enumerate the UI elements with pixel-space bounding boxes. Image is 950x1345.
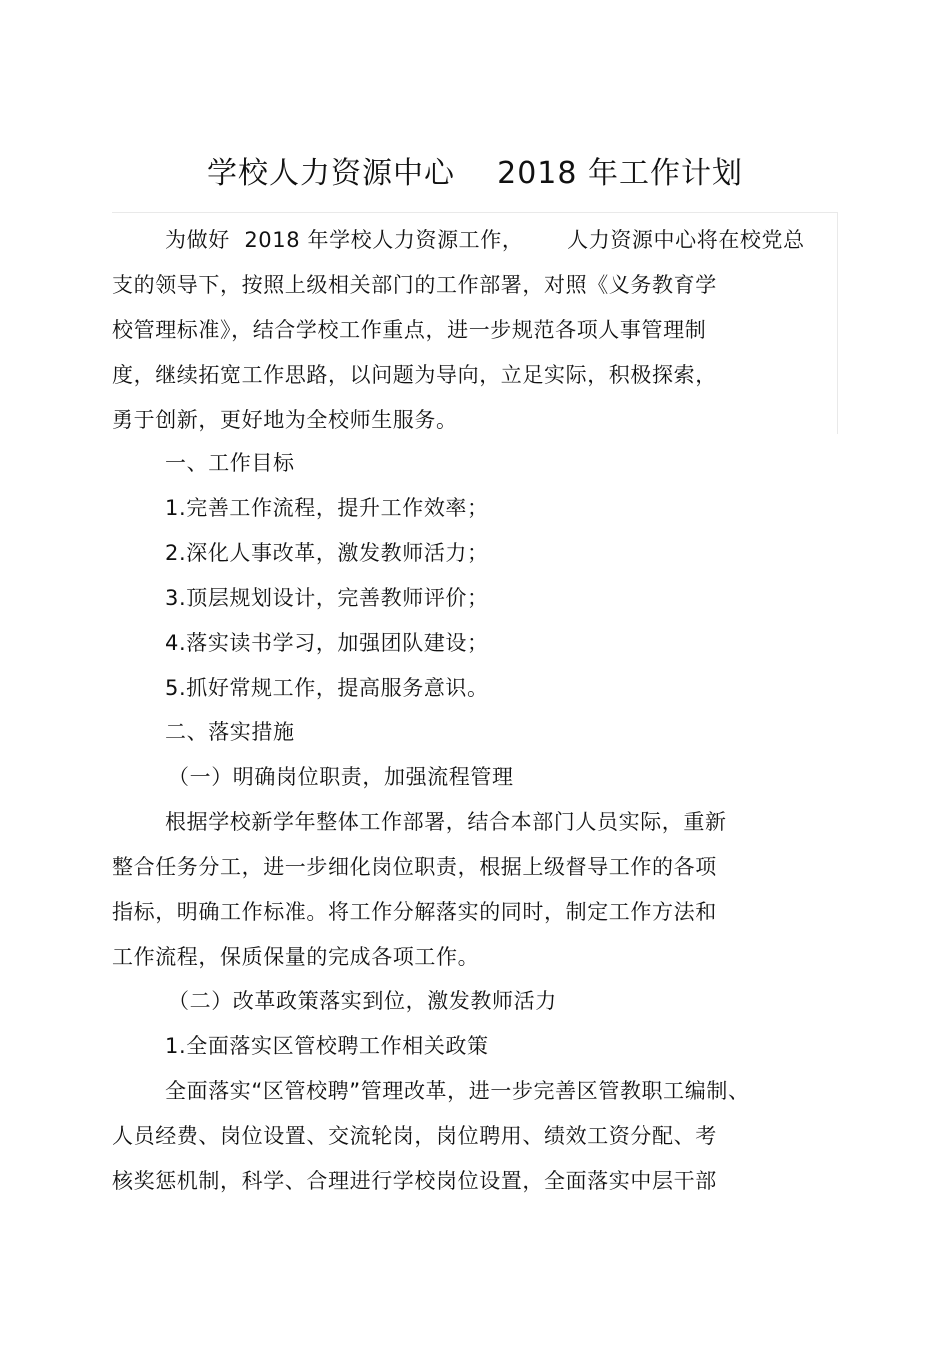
list-item: 2.深化人事改革，激发教师活力；	[165, 541, 489, 565]
frame-right-border	[837, 212, 838, 434]
paragraph-line: 支的领导下，按照上级相关部门的工作部署，对照《义务教育学	[112, 273, 717, 297]
paragraph-line: 校管理标准》，结合学校工作重点，进一步规范各项人事管理制	[112, 318, 707, 342]
list-item: 4.落实读书学习，加强团队建设；	[165, 631, 489, 655]
frame-top-border	[112, 212, 838, 213]
section-heading: 二、落实措施	[165, 720, 295, 744]
list-item: 5.抓好常规工作，提高服务意识。	[165, 676, 489, 700]
paragraph-line: 全面落实“区管校聘”管理改革，进一步完善区管教职工编制、	[165, 1079, 750, 1103]
paragraph-line: 为做好 2018 年学校人力资源工作， 人力资源中心将在校党总	[165, 228, 805, 252]
paragraph-line: 整合任务分工，进一步细化岗位职责，根据上级督导工作的各项	[112, 855, 717, 879]
document-title: 学校人力资源中心 2018 年工作计划	[206, 156, 744, 191]
item-heading: 1.全面落实区管校聘工作相关政策	[165, 1034, 489, 1058]
paragraph-line: 人员经费、岗位设置、交流轮岗，岗位聘用、绩效工资分配、考	[112, 1124, 717, 1148]
subsection-heading: （一）明确岗位职责，加强流程管理	[168, 765, 514, 789]
paragraph-line: 指标，明确工作标准。将工作分解落实的同时，制定工作方法和	[112, 900, 717, 924]
paragraph-line: 度，继续拓宽工作思路，以问题为导向，立足实际，积极探索，	[112, 363, 717, 387]
paragraph-line: 核奖惩机制，科学、合理进行学校岗位设置，全面落实中层干部	[112, 1169, 717, 1193]
paragraph-line: 根据学校新学年整体工作部署，结合本部门人员实际，重新	[165, 810, 727, 834]
paragraph-line: 工作流程，保质保量的完成各项工作。	[112, 945, 480, 969]
list-item: 3.顶层规划设计，完善教师评价；	[165, 586, 489, 610]
section-heading: 一、工作目标	[165, 451, 295, 475]
list-item: 1.完善工作流程，提升工作效率；	[165, 496, 489, 520]
subsection-heading: （二）改革政策落实到位，激发教师活力	[168, 989, 557, 1013]
paragraph-line: 勇于创新，更好地为全校师生服务。	[112, 408, 458, 432]
